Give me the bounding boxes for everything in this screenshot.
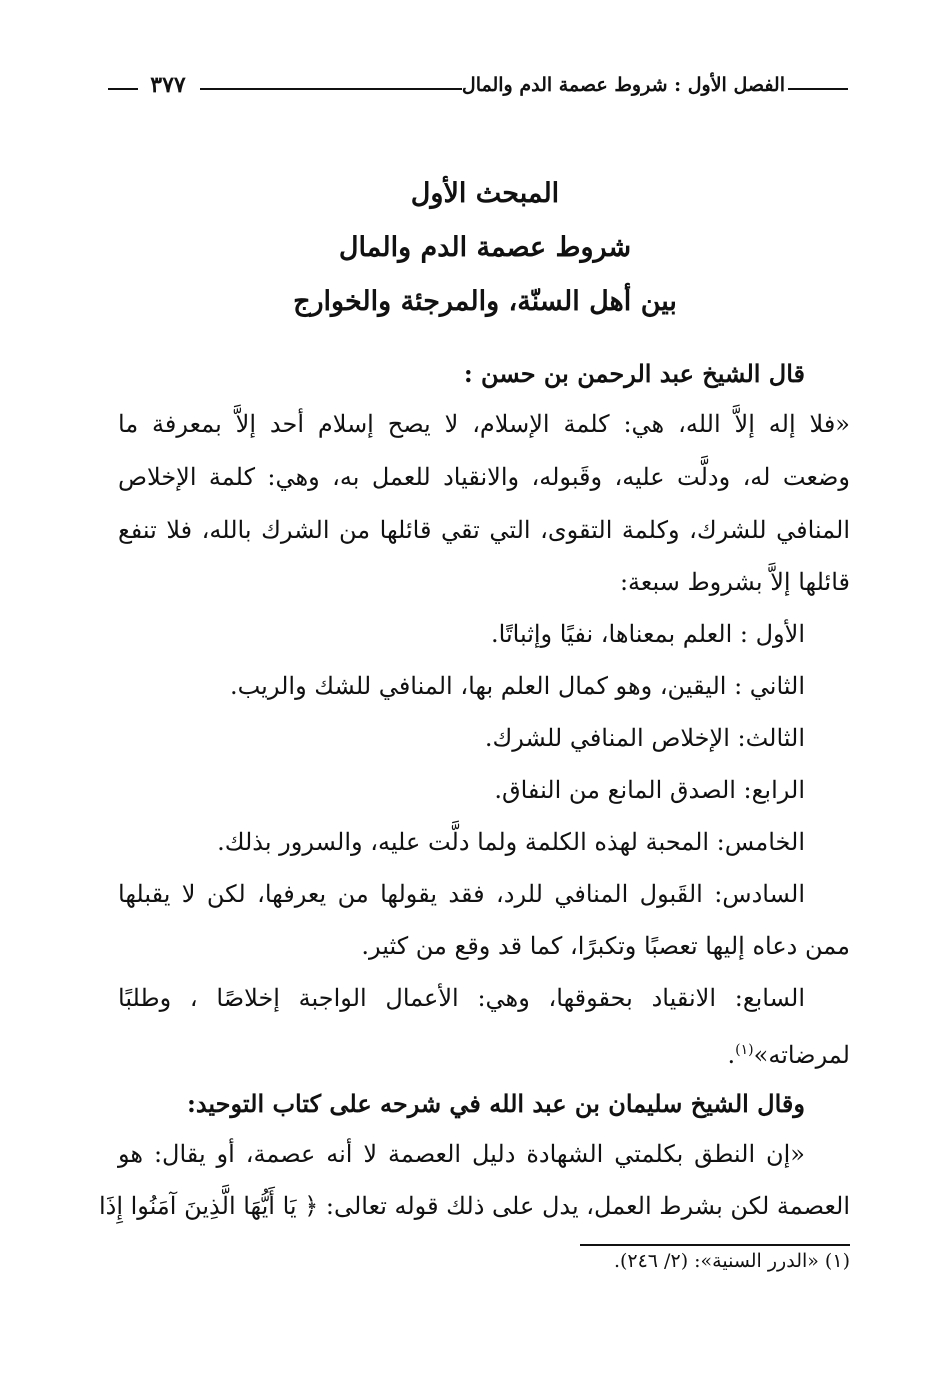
- condition-item: الخامس: المحبة لهذه الكلمة ولما دلَّت عليه، والسرور بذلك.: [217, 828, 805, 856]
- attribution-line: قال الشيخ عبد الرحمن بن حسن :: [463, 359, 805, 388]
- footnote-reference: (١): [735, 1042, 754, 1058]
- attribution-line: وقال الشيخ سليمان بن عبد الله في شرحه على كتاب التوحيد:: [186, 1089, 805, 1118]
- body-line: المنافي للشرك، وكلمة التقوى، التي تقي قائلها من الشرك بالله، فلا تنفع: [118, 516, 850, 544]
- footnote-rule: [580, 1244, 850, 1246]
- section-subtitle: بين أهل السنّة، والمرجئة والخوارج: [293, 286, 677, 317]
- condition-item: الأول : العلم بمعناها، نفيًا وإثباتًا.: [491, 620, 805, 648]
- body-line: العصمة لكن بشرط العمل، يدل على ذلك قوله تعالى: ﴿ يَا أَيُّهَا الَّذِينَ آمَنُوا إِذَا: [98, 1192, 850, 1220]
- running-header-title: الفصل الأول : شروط عصمة الدم والمال: [461, 74, 785, 96]
- condition-item: السابع: الانقياد بحقوقها، وهي: الأعمال الواجبة إخلاصًا ، وطلبًا: [118, 984, 805, 1012]
- condition-item: الرابع: الصدق المانع من النفاق.: [494, 776, 805, 804]
- body-line: [728, 1030, 850, 1075]
- section-title: شروط عصمة الدم والمال: [338, 232, 632, 263]
- page-number: ٣٧٧: [150, 72, 186, 98]
- body-line: قائلها إلاَّ بشروط سبعة:: [619, 568, 850, 596]
- body-line: «فلا إله إلاَّ الله، هي: كلمة الإسلام، لا يصح إسلام أحد إلاَّ بمعرفة ما: [118, 410, 850, 438]
- body-line: «إن النطق بكلمتي الشهادة دليل العصمة لا أنه عصمة، أو يقال: هو: [118, 1140, 805, 1168]
- condition-item: السادس: القَبول المنافي للرد، فقد يقولها من يعرفها، لكن لا يقبلها: [118, 880, 805, 908]
- body-text: .: [727, 1041, 736, 1069]
- header-rule: [200, 88, 462, 90]
- condition-item: الثالث: الإخلاص المنافي للشرك.: [484, 724, 805, 752]
- header-rule: [108, 88, 138, 90]
- header-rule: [788, 88, 848, 90]
- section-heading: المبحث الأول: [410, 178, 560, 209]
- footnote: (١) «الدرر السنية»: (٢/ ٢٤٦).: [613, 1250, 850, 1272]
- body-line: وضعت له، ودلَّت عليه، وقَبوله، والانقياد للعمل به، وهي: كلمة الإخلاص: [118, 463, 850, 491]
- body-text: لمرضاته»: [753, 1041, 850, 1069]
- body-line: ممن دعاه إليها تعصبًا وتكبرًا، كما قد وقع من كثير.: [361, 932, 850, 960]
- condition-item: الثاني : اليقين، وهو كمال العلم بها، المنافي للشك والريب.: [229, 672, 805, 700]
